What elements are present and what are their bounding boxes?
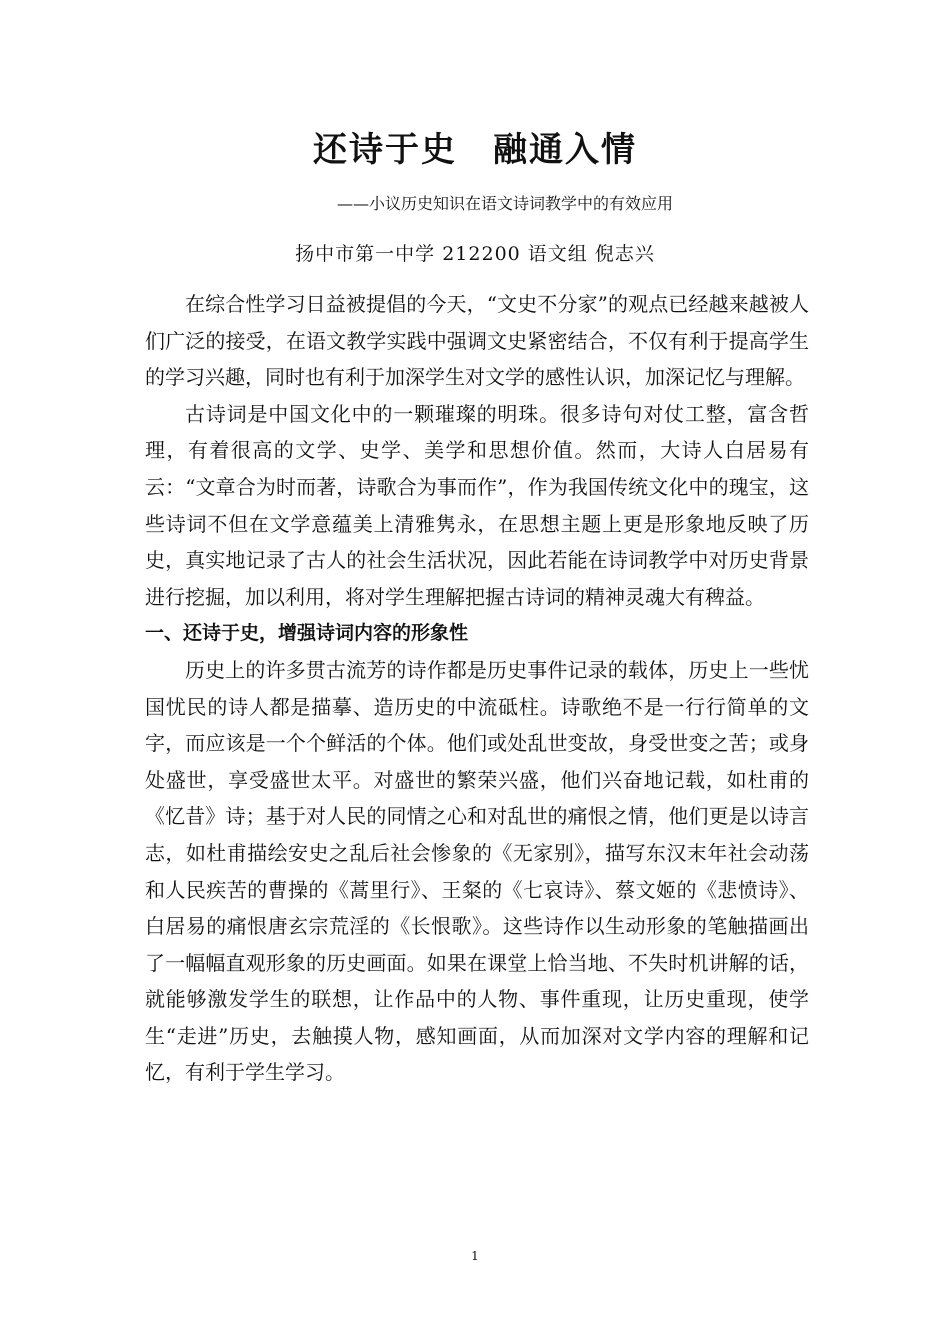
paragraph-poetry-history: 古诗词是中国文化中的一颗璀璨的明珠。很多诗句对仗工整，富含哲理，有着很高的文学、史学、美学和思想价值。然而，大诗人白居易有云：“文章合为时而著，诗歌合为事而作”，作为我国传统文化中的瑰宝，这些诗词不但在文学意蕴美上清雅隽永，在思想主题上更是形象地反映了历史，真实地记录了古人的社会生活状况，因此若能在诗词教学中对历史背景进行挖掘，加以利用，将对学生理解把握古诗词的精神灵魂大有稗益。 <box>145 401 809 609</box>
document-title: 还诗于史 融通入情 <box>313 130 637 170</box>
paragraph-intro: 在综合性学习日益被提倡的今天，“文史不分家”的观点已经越来越被人们广泛的接受，在语文教学实践中强调文史紧密结合，不仅有利于提高学生的学习兴趣，同时也有利于加深学生对文学的感性认识，加深记忆与理解。 <box>145 292 809 390</box>
document-subtitle: ——小议历史知识在语文诗词教学中的有效应用 <box>336 194 673 213</box>
paragraph-section-1: 历史上的许多贯古流芳的诗作都是历史事件记录的载体，历史上一些忧国忧民的诗人都是描摹、造历史的中流砥柱。诗歌绝不是一行行简单的文字，而应该是一个个鲜活的个体。他们或处乱世变故，身受世变之苦；或身处盛世，享受盛世太平。对盛世的繁荣兴盛，他们兴奋地记载，如杜甫的《忆昔》诗；基于对人民的同情之心和对乱世的痛恨之情，他们更是以诗言志，如杜甫描绘安史之乱后社会惨象的《无家别》，描写东汉末年社会动荡和人民疾苦的曹操的《蒿里行》、王粲的《七哀诗》、蔡文姬的《悲愤诗》、白居易的痛恨唐玄宗荒淫的《长恨歌》。这些诗作以生动形象的笔触描画出了一幅幅直观形象的历史画面。如果在课堂上恰当地、不失时机讲解的话，就能够激发学生的联想，让作品中的人物、事件重现，让历史重现，使学生“走进”历史，去触摸人物，感知画面，从而加深对文学内容的理解和记忆，有利于学生学习。 <box>145 657 809 1085</box>
page-number: 1 <box>471 1249 479 1263</box>
document-body <box>145 286 809 1091</box>
author-byline: 扬中市第一中学 212200 语文组 倪志兴 <box>295 243 655 265</box>
section-heading: 一、还诗于史，增强诗词内容的形象性 <box>145 622 469 645</box>
